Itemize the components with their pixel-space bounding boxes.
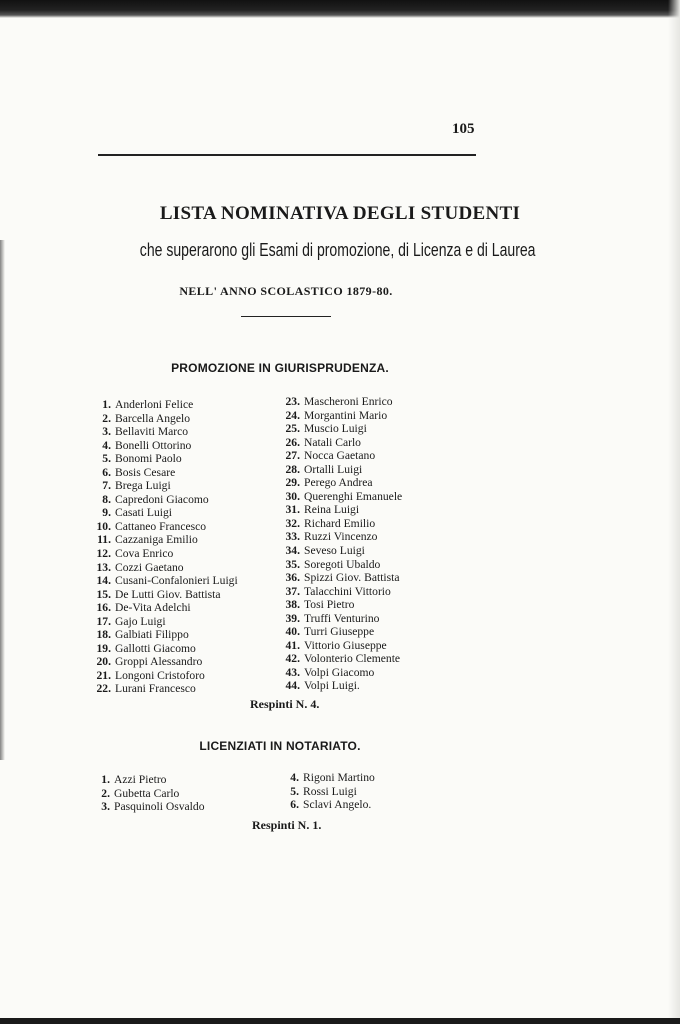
student-entry xyxy=(282,503,402,517)
entry-number: 30. xyxy=(285,489,300,503)
entry-number: 3. xyxy=(102,425,111,439)
student-name: Perego Andrea xyxy=(304,476,373,490)
student-entry xyxy=(97,800,205,814)
student-entry xyxy=(282,422,402,436)
student-entry xyxy=(97,787,205,801)
student-name: Vittorio Giuseppe xyxy=(304,638,387,652)
student-name: Capredoni Giacomo xyxy=(115,492,209,506)
entry-number: 6. xyxy=(290,798,299,812)
student-name: Bonelli Ottorino xyxy=(115,438,192,452)
entry-number: 40. xyxy=(285,625,300,639)
student-name: Reina Luigi xyxy=(304,503,360,517)
student-name: Richard Emilio xyxy=(304,516,376,530)
entry-number: 5. xyxy=(290,784,299,798)
entry-number: 42. xyxy=(285,652,300,666)
student-name: Truffi Venturino xyxy=(304,611,380,625)
entry-number: 7. xyxy=(102,479,111,493)
student-name: Gallotti Giacomo xyxy=(115,641,196,655)
student-name: Gajo Luigi xyxy=(115,614,166,628)
student-entry xyxy=(94,452,238,466)
entry-number: 1. xyxy=(102,398,111,411)
entry-number: 11. xyxy=(97,533,111,547)
student-name: Bellaviti Marco xyxy=(115,425,189,439)
student-entry xyxy=(97,773,205,787)
entry-number: 18. xyxy=(96,628,111,642)
entry-number: 5. xyxy=(102,452,111,466)
student-entry xyxy=(94,412,238,426)
entry-number: 6. xyxy=(102,465,111,479)
student-entry xyxy=(286,785,375,799)
entry-number: 31. xyxy=(285,503,300,517)
section-heading-notariato: LICENZIATI IN NOTARIATO. xyxy=(199,739,361,753)
entry-number: 39. xyxy=(285,611,300,625)
entry-number: 33. xyxy=(285,530,300,544)
student-name: Groppi Alessandro xyxy=(115,655,203,669)
student-entry xyxy=(282,409,402,423)
entry-number: 27. xyxy=(285,449,300,463)
entry-number: 9. xyxy=(102,506,111,520)
student-name: Seveso Luigi xyxy=(304,544,365,558)
entry-number: 36. xyxy=(285,571,300,585)
entry-number: 24. xyxy=(285,408,300,422)
student-name: Ortalli Luigi xyxy=(304,462,363,476)
header-rule xyxy=(98,154,476,156)
entry-number: 22. xyxy=(96,682,111,696)
promozione-list-left xyxy=(94,398,238,696)
student-entry xyxy=(94,628,238,642)
entry-number: 43. xyxy=(285,665,300,679)
student-name: Azzi Pietro xyxy=(114,773,167,786)
entry-number: 12. xyxy=(96,547,111,561)
entry-number: 2. xyxy=(102,411,111,425)
student-entry xyxy=(94,682,238,696)
entry-number: 2. xyxy=(101,786,110,800)
student-name: Querenghi Emanuele xyxy=(304,489,403,503)
student-name: Morgantini Mario xyxy=(304,408,388,422)
entry-number: 28. xyxy=(285,462,300,476)
student-name: Volpi Luigi. xyxy=(304,679,360,693)
student-entry xyxy=(282,639,402,653)
student-entry xyxy=(282,652,402,666)
student-entry xyxy=(94,493,238,507)
student-name: Lurani Francesco xyxy=(115,682,196,696)
student-entry xyxy=(282,436,402,450)
student-name: Pasquinoli Osvaldo xyxy=(114,800,205,814)
entry-number: 4. xyxy=(102,438,111,452)
entry-number: 3. xyxy=(101,800,110,814)
student-entry xyxy=(282,530,402,544)
student-entry xyxy=(282,571,402,585)
student-entry xyxy=(94,601,238,615)
student-entry xyxy=(94,669,238,683)
student-entry xyxy=(286,798,375,812)
student-entry xyxy=(282,517,402,531)
student-name: De-Vita Adelchi xyxy=(115,601,191,615)
student-entry xyxy=(282,449,402,463)
student-name: Galbiati Filippo xyxy=(115,628,189,642)
student-name: Brega Luigi xyxy=(115,479,171,493)
scan-bottom-edge xyxy=(0,1018,680,1024)
student-name: Bosis Cesare xyxy=(115,465,176,479)
section-heading-promozione: PROMOZIONE IN GIURISPRUDENZA. xyxy=(171,361,389,375)
student-entry xyxy=(282,585,402,599)
entry-number: 35. xyxy=(285,557,300,571)
student-name: Spizzi Giov. Battista xyxy=(304,571,400,585)
entry-number: 15. xyxy=(96,587,111,601)
student-entry xyxy=(282,679,402,693)
page-number: 105 xyxy=(452,121,475,137)
student-name: De Lutti Giov. Battista xyxy=(115,587,221,601)
entry-number: 13. xyxy=(96,560,111,574)
notariato-list-left xyxy=(97,773,205,814)
student-entry xyxy=(94,547,238,561)
student-name: Ruzzi Vincenzo xyxy=(304,530,378,544)
student-name: Longoni Cristoforo xyxy=(115,668,205,682)
notariato-list-right xyxy=(286,771,375,812)
student-name: Cova Enrico xyxy=(115,547,174,561)
student-entry xyxy=(282,476,402,490)
student-name: Cusani-Confalonieri Luigi xyxy=(115,574,238,588)
student-name: Barcella Angelo xyxy=(115,411,191,425)
student-name: Bonomi Paolo xyxy=(115,452,182,466)
respinti-promozione: Respinti N. 4. xyxy=(250,697,320,711)
student-name: Volonterio Clemente xyxy=(304,652,401,666)
student-entry xyxy=(282,666,402,680)
student-entry xyxy=(282,544,402,558)
student-entry xyxy=(94,588,238,602)
student-entry xyxy=(94,398,238,412)
entry-number: 23. xyxy=(285,395,300,408)
student-entry xyxy=(94,479,238,493)
respinti-notariato: Respinti N. 1. xyxy=(252,818,322,832)
student-entry xyxy=(94,615,238,629)
student-name: Volpi Giacomo xyxy=(304,665,375,679)
student-entry xyxy=(282,598,402,612)
student-entry xyxy=(94,561,238,575)
student-entry xyxy=(94,642,238,656)
student-name: Turri Giuseppe xyxy=(304,625,375,639)
student-entry xyxy=(282,490,402,504)
entry-number: 19. xyxy=(96,641,111,655)
student-name: Talacchini Vittorio xyxy=(304,584,391,598)
scan-left-edge xyxy=(0,240,5,760)
student-entry xyxy=(282,463,402,477)
student-name: Sclavi Angelo. xyxy=(303,798,372,812)
page-subtitle: che superarono gli Esami di promozione, di Licenza e di Laurea xyxy=(139,240,536,260)
page-title: LISTA NOMINATIVA DEGLI STUDENTI xyxy=(159,203,521,224)
academic-year: NELL' ANNO SCOLASTICO 1879-80. xyxy=(179,284,393,298)
student-entry xyxy=(94,655,238,669)
student-entry xyxy=(94,439,238,453)
student-entry xyxy=(286,771,375,785)
student-name: Casati Luigi xyxy=(115,506,172,520)
student-entry xyxy=(282,612,402,626)
entry-number: 26. xyxy=(285,435,300,449)
student-entry xyxy=(94,425,238,439)
scan-top-edge xyxy=(0,0,680,18)
student-name: Tosi Pietro xyxy=(304,598,355,612)
student-entry xyxy=(94,506,238,520)
student-name: Cozzi Gaetano xyxy=(115,560,184,574)
entry-number: 44. xyxy=(285,679,300,693)
student-name: Rossi Luigi xyxy=(303,784,357,798)
student-entry xyxy=(94,466,238,480)
entry-number: 21. xyxy=(96,668,111,682)
scan-right-edge xyxy=(668,0,680,1024)
entry-number: 10. xyxy=(96,519,111,533)
student-name: Rigoni Martino xyxy=(303,771,375,784)
student-name: Gubetta Carlo xyxy=(114,786,180,800)
student-entry xyxy=(282,625,402,639)
entry-number: 16. xyxy=(96,601,111,615)
student-entry xyxy=(94,574,238,588)
entry-number: 8. xyxy=(102,492,111,506)
entry-number: 32. xyxy=(285,516,300,530)
student-name: Anderloni Felice xyxy=(115,398,194,411)
student-entry xyxy=(94,520,238,534)
entry-number: 20. xyxy=(96,655,111,669)
student-name: Nocca Gaetano xyxy=(304,449,376,463)
promozione-list-right xyxy=(282,395,402,693)
student-entry xyxy=(282,558,402,572)
student-name: Cazzaniga Emilio xyxy=(115,533,198,547)
student-name: Natali Carlo xyxy=(304,435,361,449)
entry-number: 25. xyxy=(285,422,300,436)
student-name: Soregoti Ubaldo xyxy=(304,557,381,571)
entry-number: 1. xyxy=(101,773,110,786)
entry-number: 17. xyxy=(96,614,111,628)
student-entry xyxy=(94,533,238,547)
entry-number: 38. xyxy=(285,598,300,612)
student-name: Mascheroni Enrico xyxy=(304,395,393,408)
entry-number: 14. xyxy=(96,574,111,588)
student-name: Cattaneo Francesco xyxy=(115,519,207,533)
entry-number: 34. xyxy=(285,544,300,558)
entry-number: 29. xyxy=(285,476,300,490)
entry-number: 41. xyxy=(285,638,300,652)
student-entry xyxy=(282,395,402,409)
title-divider xyxy=(241,316,331,317)
entry-number: 4. xyxy=(290,771,299,784)
student-name: Muscio Luigi xyxy=(304,422,367,436)
entry-number: 37. xyxy=(285,584,300,598)
